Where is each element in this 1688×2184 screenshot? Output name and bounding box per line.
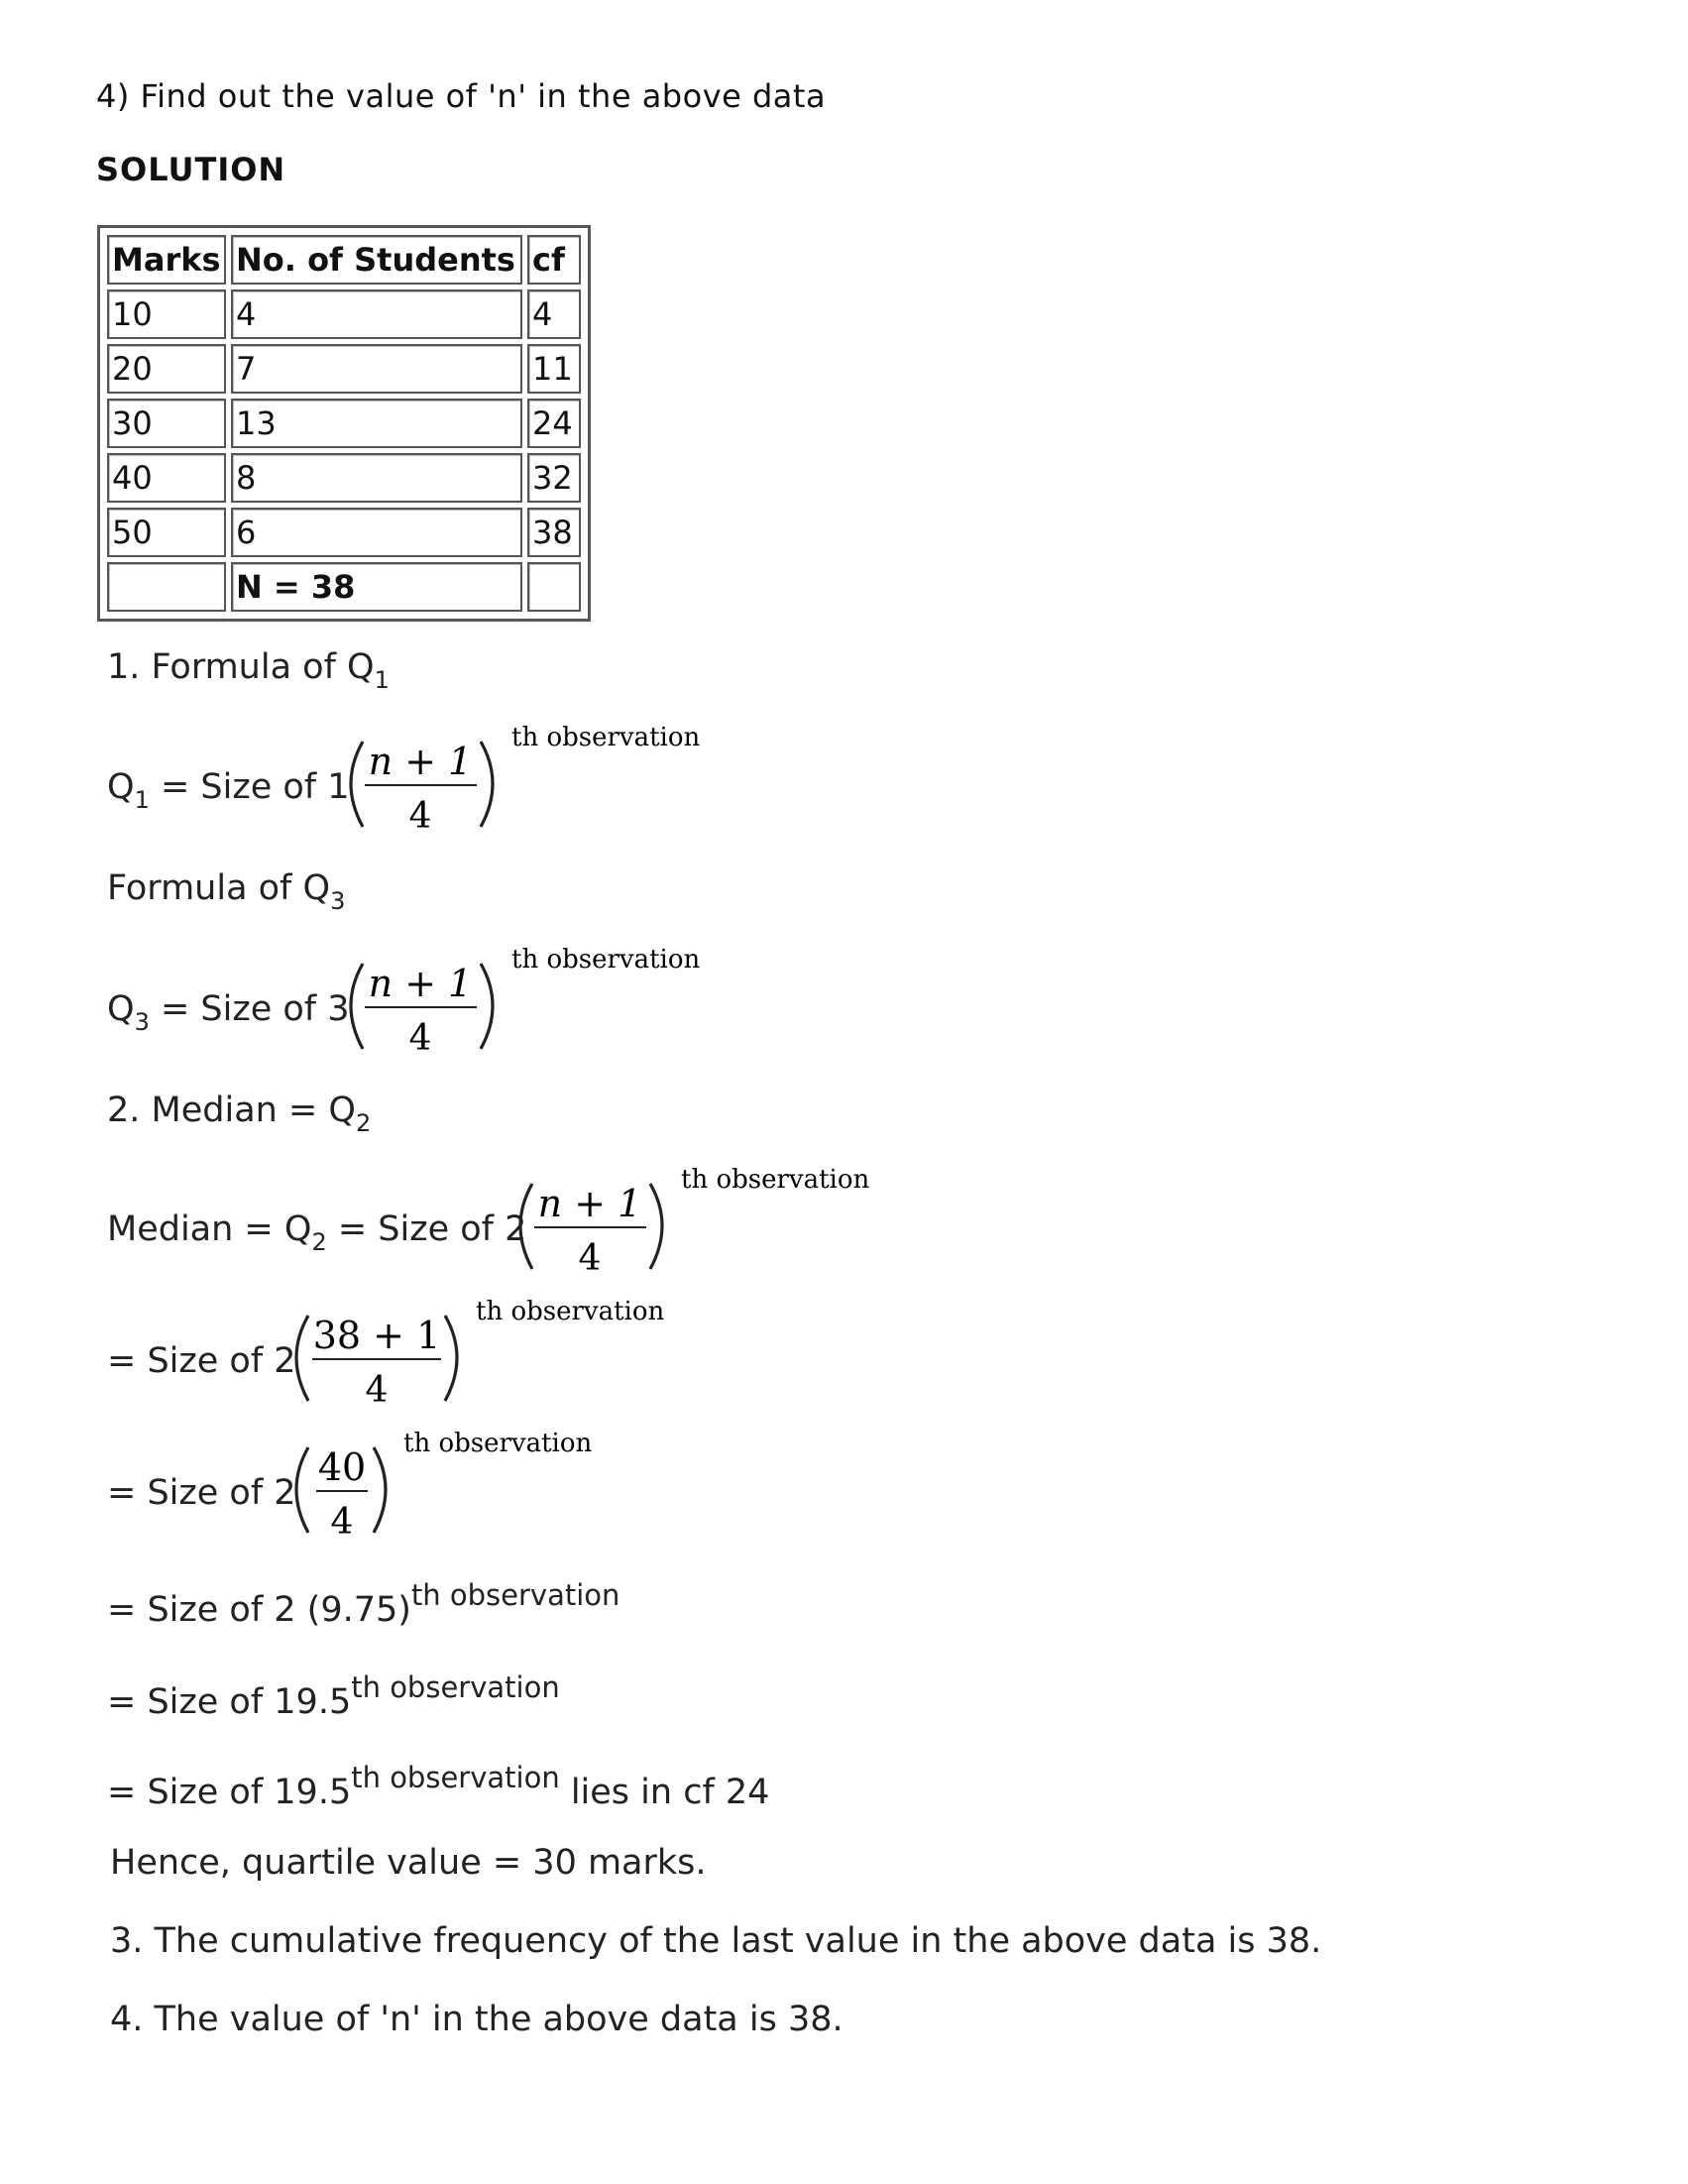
step5-text: = Size of 19.5 [107, 1773, 352, 1812]
table-header-row [107, 235, 581, 285]
step3-text: = Size of 2 (9.75) [107, 1590, 411, 1630]
step3-line [107, 1578, 620, 1630]
median-heading-text: 2. Median = Q [107, 1091, 356, 1130]
table-header-cf: cf [527, 235, 581, 285]
step2-fraction [281, 1428, 618, 1556]
data-table [97, 225, 591, 622]
table-cell-students: 6 [231, 508, 522, 557]
frac-numerator: n + 1 [368, 740, 473, 783]
table-row [107, 508, 581, 557]
th-observation-sup: th observation [410, 1578, 620, 1612]
frac-numerator: 40 [317, 1445, 367, 1489]
frac-denominator: 4 [330, 1502, 354, 1543]
formula-q3-heading-text: Formula of Q [107, 868, 331, 908]
subscript: 3 [134, 1008, 150, 1036]
step1-label: = Size of 2 [107, 1341, 296, 1381]
table-cell-cf: 4 [527, 289, 581, 339]
table-cell-cf: 32 [527, 453, 581, 503]
table-cell-marks: 30 [107, 399, 226, 448]
frac-denominator: 4 [365, 1370, 389, 1411]
th-observation-label: th observation [476, 1297, 665, 1326]
formula-q3-heading [107, 868, 346, 915]
table-cell-cf: 38 [527, 508, 581, 557]
q1-fraction [335, 722, 722, 851]
size-of-text: = Size of 3 [149, 989, 350, 1029]
table-cell-students: 13 [231, 399, 522, 448]
median-heading [107, 1091, 372, 1137]
question-text: 4) Find out the value of 'n' in the above data [96, 77, 827, 115]
table-row [107, 344, 581, 394]
th-observation-label: th observation [403, 1429, 593, 1458]
frac-numerator: n + 1 [368, 962, 473, 1005]
table-cell-total: N = 38 [231, 562, 522, 612]
frac-numerator: 38 + 1 [312, 1314, 441, 1357]
step2-label: = Size of 2 [107, 1473, 296, 1513]
table-cell-marks: 50 [107, 508, 226, 557]
hence-text: Hence, quartile value = 30 marks. [110, 1843, 707, 1883]
median-q-text: Median = Q [107, 1209, 312, 1249]
subscript: 2 [355, 1109, 372, 1137]
table-cell-empty [527, 562, 581, 612]
q-letter: Q [107, 989, 135, 1029]
median-fraction [505, 1164, 891, 1293]
table-header-marks: Marks [107, 235, 226, 285]
table-cell-students: 8 [231, 453, 522, 503]
th-observation-sup: th observation [351, 1670, 560, 1704]
table-header-students: No. of Students [231, 235, 522, 285]
frac-numerator: n + 1 [537, 1182, 642, 1225]
subscript: 1 [134, 786, 150, 814]
table-row [107, 399, 581, 448]
table-cell-marks: 10 [107, 289, 226, 339]
solution-heading: SOLUTION [96, 151, 286, 188]
th-observation-label: th observation [511, 723, 701, 752]
table-cell-marks: 20 [107, 344, 226, 394]
table-cell-empty [107, 562, 226, 612]
q3-formula-label [107, 989, 350, 1036]
table-total-row [107, 562, 581, 612]
subscript: 1 [374, 666, 390, 694]
formula-q1-heading-text: 1. Formula of Q [107, 647, 375, 687]
table-cell-cf: 11 [527, 344, 581, 394]
step4-line [107, 1670, 560, 1722]
frac-denominator: 4 [408, 1018, 432, 1059]
table-cell-students: 7 [231, 344, 522, 394]
formula-q1-heading [107, 647, 390, 694]
th-observation-label: th observation [511, 945, 701, 975]
table-row [107, 289, 581, 339]
q1-formula-label [107, 767, 350, 814]
frac-denominator: 4 [578, 1238, 602, 1279]
step5-line [107, 1761, 770, 1812]
table-row [107, 453, 581, 503]
table-cell-marks: 40 [107, 453, 226, 503]
q-letter: Q [107, 767, 135, 807]
table-cell-cf: 24 [527, 399, 581, 448]
step4-text: = Size of 19.5 [107, 1682, 352, 1722]
size-of-text: = Size of 2 [326, 1209, 527, 1249]
th-observation-sup: th observation [351, 1761, 560, 1794]
subscript: 3 [330, 887, 346, 915]
median-formula-label [107, 1209, 527, 1256]
step1-fraction [281, 1296, 677, 1425]
point-3-text: 3. The cumulative frequency of the last value in the above data is 38. [110, 1921, 1322, 1961]
frac-denominator: 4 [408, 796, 432, 837]
size-of-text: = Size of 1 [149, 767, 350, 807]
subscript: 2 [311, 1228, 327, 1256]
table-cell-students: 4 [231, 289, 522, 339]
th-observation-label: th observation [681, 1165, 870, 1195]
q3-fraction [335, 944, 722, 1073]
point-4-text: 4. The value of 'n' in the above data is 38. [110, 2000, 844, 2039]
step5-suffix: lies in cf 24 [559, 1773, 770, 1812]
